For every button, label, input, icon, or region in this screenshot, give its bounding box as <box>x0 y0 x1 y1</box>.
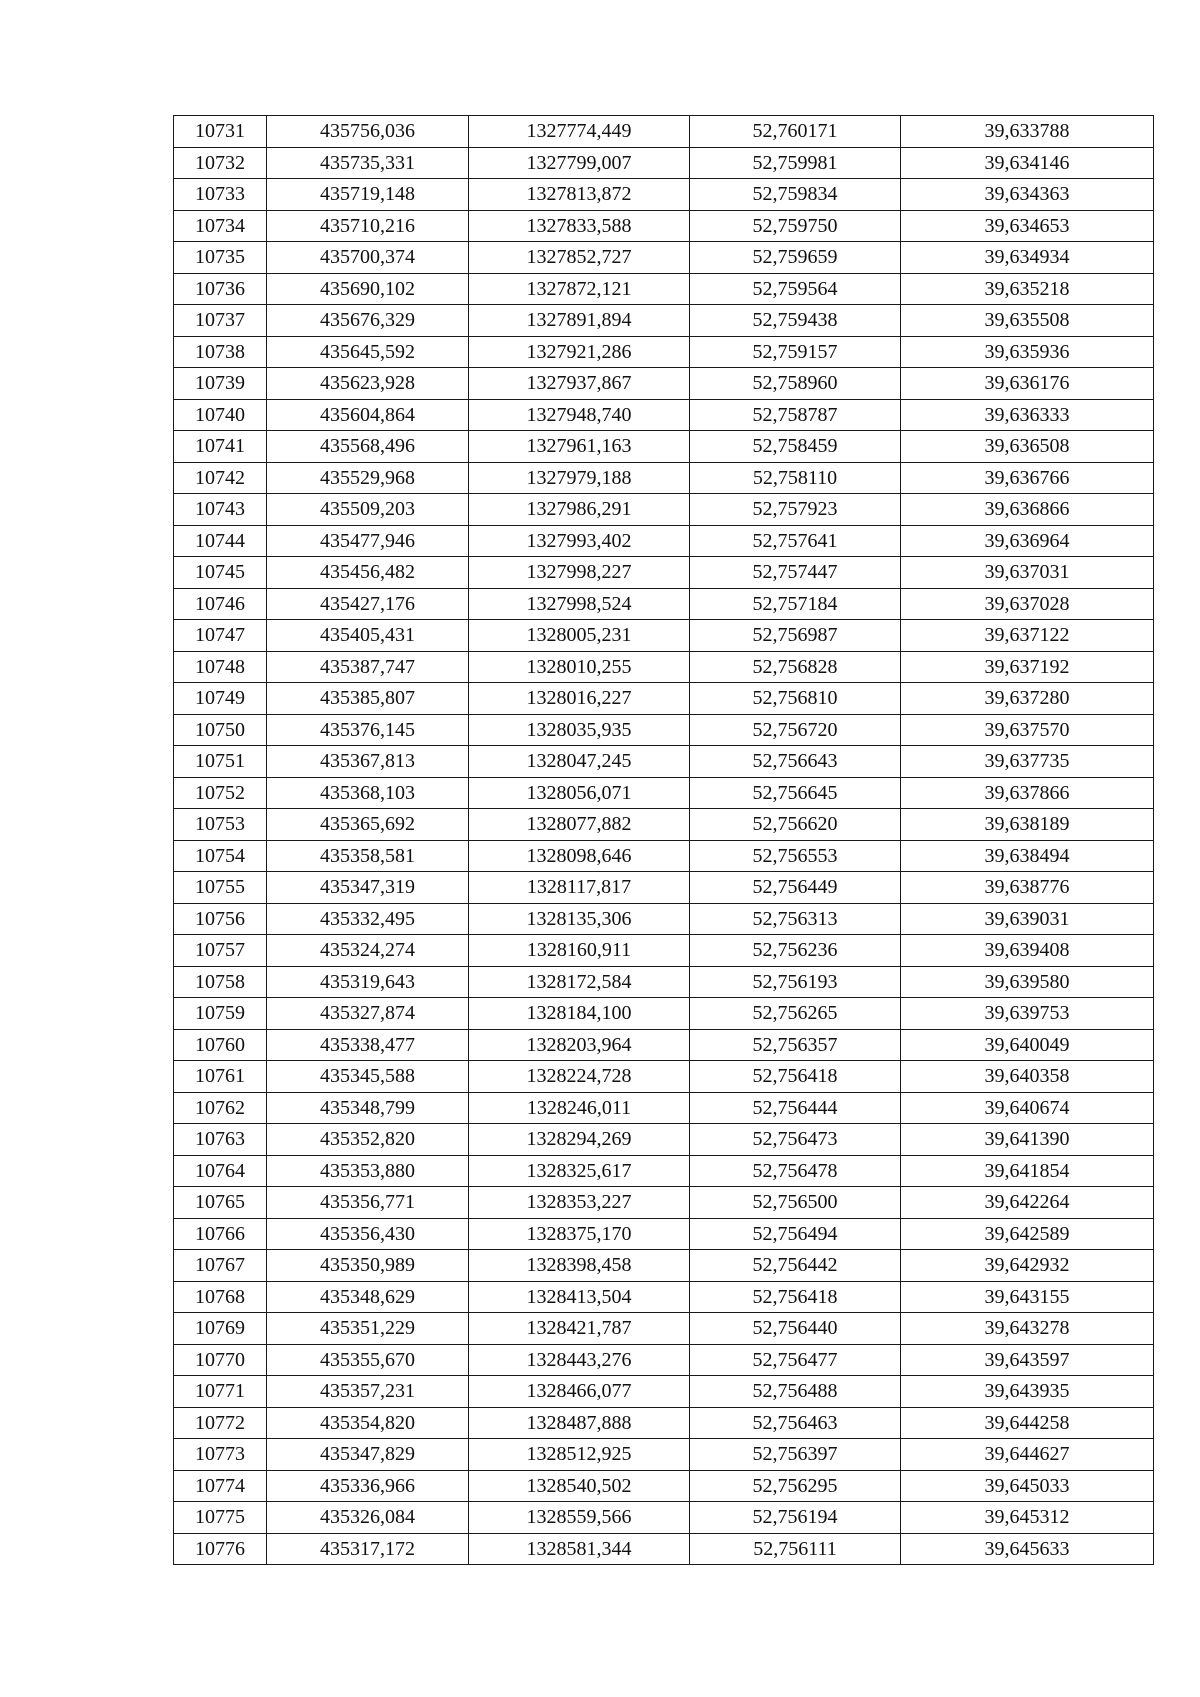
y-coordinate-cell: 1328160,911 <box>469 935 690 967</box>
y-coordinate-cell: 1328466,077 <box>469 1376 690 1408</box>
latitude-cell: 52,758110 <box>690 462 901 494</box>
point-number-cell: 10756 <box>174 903 267 935</box>
table-row <box>174 1029 1154 1061</box>
latitude-cell: 52,756194 <box>690 1502 901 1534</box>
longitude-cell: 39,637866 <box>901 777 1154 809</box>
y-coordinate-cell: 1327813,872 <box>469 179 690 211</box>
longitude-cell: 39,642264 <box>901 1187 1154 1219</box>
longitude-cell: 39,637031 <box>901 557 1154 589</box>
longitude-cell: 39,641390 <box>901 1124 1154 1156</box>
point-number-cell: 10733 <box>174 179 267 211</box>
table-row <box>174 305 1154 337</box>
point-number-cell: 10739 <box>174 368 267 400</box>
longitude-cell: 39,637122 <box>901 620 1154 652</box>
table-row <box>174 903 1154 935</box>
x-coordinate-cell: 435365,692 <box>267 809 469 841</box>
point-number-cell: 10752 <box>174 777 267 809</box>
table-row <box>174 431 1154 463</box>
x-coordinate-cell: 435405,431 <box>267 620 469 652</box>
y-coordinate-cell: 1327961,163 <box>469 431 690 463</box>
y-coordinate-cell: 1327937,867 <box>469 368 690 400</box>
x-coordinate-cell: 435735,331 <box>267 147 469 179</box>
point-number-cell: 10745 <box>174 557 267 589</box>
table-row <box>174 777 1154 809</box>
point-number-cell: 10743 <box>174 494 267 526</box>
latitude-cell: 52,756987 <box>690 620 901 652</box>
table-row <box>174 210 1154 242</box>
table-row <box>174 1092 1154 1124</box>
longitude-cell: 39,643935 <box>901 1376 1154 1408</box>
longitude-cell: 39,645633 <box>901 1533 1154 1565</box>
latitude-cell: 52,756265 <box>690 998 901 1030</box>
y-coordinate-cell: 1328246,011 <box>469 1092 690 1124</box>
x-coordinate-cell: 435368,103 <box>267 777 469 809</box>
latitude-cell: 52,756111 <box>690 1533 901 1565</box>
longitude-cell: 39,635218 <box>901 273 1154 305</box>
x-coordinate-cell: 435356,430 <box>267 1218 469 1250</box>
point-number-cell: 10775 <box>174 1502 267 1534</box>
y-coordinate-cell: 1328413,504 <box>469 1281 690 1313</box>
latitude-cell: 52,756313 <box>690 903 901 935</box>
latitude-cell: 52,756236 <box>690 935 901 967</box>
y-coordinate-cell: 1328010,255 <box>469 651 690 683</box>
x-coordinate-cell: 435317,172 <box>267 1533 469 1565</box>
point-number-cell: 10770 <box>174 1344 267 1376</box>
table-row <box>174 683 1154 715</box>
table-row <box>174 935 1154 967</box>
y-coordinate-cell: 1328540,502 <box>469 1470 690 1502</box>
latitude-cell: 52,760171 <box>690 116 901 148</box>
longitude-cell: 39,640049 <box>901 1029 1154 1061</box>
table-row <box>174 179 1154 211</box>
x-coordinate-cell: 435326,084 <box>267 1502 469 1534</box>
point-number-cell: 10755 <box>174 872 267 904</box>
table-row <box>174 494 1154 526</box>
y-coordinate-cell: 1327948,740 <box>469 399 690 431</box>
x-coordinate-cell: 435719,148 <box>267 179 469 211</box>
latitude-cell: 52,756828 <box>690 651 901 683</box>
point-number-cell: 10734 <box>174 210 267 242</box>
longitude-cell: 39,633788 <box>901 116 1154 148</box>
x-coordinate-cell: 435357,231 <box>267 1376 469 1408</box>
point-number-cell: 10768 <box>174 1281 267 1313</box>
latitude-cell: 52,756418 <box>690 1061 901 1093</box>
y-coordinate-cell: 1328325,617 <box>469 1155 690 1187</box>
x-coordinate-cell: 435676,329 <box>267 305 469 337</box>
y-coordinate-cell: 1328487,888 <box>469 1407 690 1439</box>
y-coordinate-cell: 1327921,286 <box>469 336 690 368</box>
x-coordinate-cell: 435338,477 <box>267 1029 469 1061</box>
coordinates-table-body <box>174 116 1154 1565</box>
table-row <box>174 1187 1154 1219</box>
latitude-cell: 52,756463 <box>690 1407 901 1439</box>
point-number-cell: 10758 <box>174 966 267 998</box>
y-coordinate-cell: 1327993,402 <box>469 525 690 557</box>
point-number-cell: 10738 <box>174 336 267 368</box>
longitude-cell: 39,635508 <box>901 305 1154 337</box>
latitude-cell: 52,756488 <box>690 1376 901 1408</box>
y-coordinate-cell: 1328184,100 <box>469 998 690 1030</box>
latitude-cell: 52,757641 <box>690 525 901 557</box>
latitude-cell: 52,757923 <box>690 494 901 526</box>
point-number-cell: 10772 <box>174 1407 267 1439</box>
y-coordinate-cell: 1327891,894 <box>469 305 690 337</box>
point-number-cell: 10761 <box>174 1061 267 1093</box>
latitude-cell: 52,756478 <box>690 1155 901 1187</box>
latitude-cell: 52,756810 <box>690 683 901 715</box>
longitude-cell: 39,638776 <box>901 872 1154 904</box>
table-row <box>174 588 1154 620</box>
y-coordinate-cell: 1327799,007 <box>469 147 690 179</box>
longitude-cell: 39,640358 <box>901 1061 1154 1093</box>
longitude-cell: 39,636766 <box>901 462 1154 494</box>
table-row <box>174 872 1154 904</box>
x-coordinate-cell: 435690,102 <box>267 273 469 305</box>
point-number-cell: 10737 <box>174 305 267 337</box>
latitude-cell: 52,759750 <box>690 210 901 242</box>
longitude-cell: 39,635936 <box>901 336 1154 368</box>
latitude-cell: 52,756193 <box>690 966 901 998</box>
table-row <box>174 1439 1154 1471</box>
y-coordinate-cell: 1328056,071 <box>469 777 690 809</box>
latitude-cell: 52,758459 <box>690 431 901 463</box>
x-coordinate-cell: 435456,482 <box>267 557 469 589</box>
x-coordinate-cell: 435324,274 <box>267 935 469 967</box>
y-coordinate-cell: 1327998,524 <box>469 588 690 620</box>
table-row <box>174 1344 1154 1376</box>
longitude-cell: 39,637192 <box>901 651 1154 683</box>
latitude-cell: 52,756477 <box>690 1344 901 1376</box>
table-row <box>174 966 1154 998</box>
point-number-cell: 10735 <box>174 242 267 274</box>
y-coordinate-cell: 1328398,458 <box>469 1250 690 1282</box>
point-number-cell: 10731 <box>174 116 267 148</box>
point-number-cell: 10754 <box>174 840 267 872</box>
longitude-cell: 39,642589 <box>901 1218 1154 1250</box>
x-coordinate-cell: 435427,176 <box>267 588 469 620</box>
table-row <box>174 1124 1154 1156</box>
x-coordinate-cell: 435367,813 <box>267 746 469 778</box>
longitude-cell: 39,639031 <box>901 903 1154 935</box>
latitude-cell: 52,758960 <box>690 368 901 400</box>
y-coordinate-cell: 1328559,566 <box>469 1502 690 1534</box>
x-coordinate-cell: 435354,820 <box>267 1407 469 1439</box>
x-coordinate-cell: 435352,820 <box>267 1124 469 1156</box>
x-coordinate-cell: 435387,747 <box>267 651 469 683</box>
table-row <box>174 1376 1154 1408</box>
point-number-cell: 10742 <box>174 462 267 494</box>
table-row <box>174 462 1154 494</box>
latitude-cell: 52,756494 <box>690 1218 901 1250</box>
table-row <box>174 1281 1154 1313</box>
table-row <box>174 651 1154 683</box>
longitude-cell: 39,636964 <box>901 525 1154 557</box>
x-coordinate-cell: 435604,864 <box>267 399 469 431</box>
point-number-cell: 10776 <box>174 1533 267 1565</box>
table-row <box>174 1533 1154 1565</box>
table-row <box>174 525 1154 557</box>
longitude-cell: 39,634146 <box>901 147 1154 179</box>
point-number-cell: 10767 <box>174 1250 267 1282</box>
latitude-cell: 52,759834 <box>690 179 901 211</box>
longitude-cell: 39,639580 <box>901 966 1154 998</box>
point-number-cell: 10746 <box>174 588 267 620</box>
table-row <box>174 242 1154 274</box>
y-coordinate-cell: 1328203,964 <box>469 1029 690 1061</box>
point-number-cell: 10741 <box>174 431 267 463</box>
table-row <box>174 746 1154 778</box>
point-number-cell: 10762 <box>174 1092 267 1124</box>
longitude-cell: 39,639753 <box>901 998 1154 1030</box>
latitude-cell: 52,756357 <box>690 1029 901 1061</box>
latitude-cell: 52,756440 <box>690 1313 901 1345</box>
x-coordinate-cell: 435645,592 <box>267 336 469 368</box>
table-row <box>174 273 1154 305</box>
longitude-cell: 39,636333 <box>901 399 1154 431</box>
latitude-cell: 52,757184 <box>690 588 901 620</box>
y-coordinate-cell: 1328098,646 <box>469 840 690 872</box>
point-number-cell: 10757 <box>174 935 267 967</box>
longitude-cell: 39,645312 <box>901 1502 1154 1534</box>
point-number-cell: 10759 <box>174 998 267 1030</box>
table-row <box>174 336 1154 368</box>
point-number-cell: 10753 <box>174 809 267 841</box>
latitude-cell: 52,756449 <box>690 872 901 904</box>
latitude-cell: 52,756643 <box>690 746 901 778</box>
y-coordinate-cell: 1328117,817 <box>469 872 690 904</box>
coordinates-table <box>173 115 1154 1565</box>
longitude-cell: 39,636866 <box>901 494 1154 526</box>
longitude-cell: 39,634363 <box>901 179 1154 211</box>
y-coordinate-cell: 1328224,728 <box>469 1061 690 1093</box>
y-coordinate-cell: 1327852,727 <box>469 242 690 274</box>
y-coordinate-cell: 1327774,449 <box>469 116 690 148</box>
y-coordinate-cell: 1327979,188 <box>469 462 690 494</box>
longitude-cell: 39,637570 <box>901 714 1154 746</box>
x-coordinate-cell: 435332,495 <box>267 903 469 935</box>
table-row <box>174 557 1154 589</box>
point-number-cell: 10744 <box>174 525 267 557</box>
y-coordinate-cell: 1328353,227 <box>469 1187 690 1219</box>
y-coordinate-cell: 1328016,227 <box>469 683 690 715</box>
y-coordinate-cell: 1328047,245 <box>469 746 690 778</box>
x-coordinate-cell: 435351,229 <box>267 1313 469 1345</box>
longitude-cell: 39,643597 <box>901 1344 1154 1376</box>
table-row <box>174 147 1154 179</box>
table-row <box>174 116 1154 148</box>
table-row <box>174 840 1154 872</box>
table-row <box>174 368 1154 400</box>
x-coordinate-cell: 435355,670 <box>267 1344 469 1376</box>
latitude-cell: 52,756444 <box>690 1092 901 1124</box>
x-coordinate-cell: 435348,629 <box>267 1281 469 1313</box>
longitude-cell: 39,638189 <box>901 809 1154 841</box>
latitude-cell: 52,756620 <box>690 809 901 841</box>
y-coordinate-cell: 1328135,306 <box>469 903 690 935</box>
point-number-cell: 10749 <box>174 683 267 715</box>
x-coordinate-cell: 435700,374 <box>267 242 469 274</box>
latitude-cell: 52,756720 <box>690 714 901 746</box>
x-coordinate-cell: 435356,771 <box>267 1187 469 1219</box>
point-number-cell: 10774 <box>174 1470 267 1502</box>
x-coordinate-cell: 435477,946 <box>267 525 469 557</box>
point-number-cell: 10764 <box>174 1155 267 1187</box>
x-coordinate-cell: 435347,829 <box>267 1439 469 1471</box>
y-coordinate-cell: 1327998,227 <box>469 557 690 589</box>
longitude-cell: 39,637280 <box>901 683 1154 715</box>
longitude-cell: 39,643278 <box>901 1313 1154 1345</box>
table-row <box>174 1470 1154 1502</box>
y-coordinate-cell: 1328035,935 <box>469 714 690 746</box>
longitude-cell: 39,644258 <box>901 1407 1154 1439</box>
x-coordinate-cell: 435358,581 <box>267 840 469 872</box>
longitude-cell: 39,640674 <box>901 1092 1154 1124</box>
x-coordinate-cell: 435348,799 <box>267 1092 469 1124</box>
table-row <box>174 1250 1154 1282</box>
latitude-cell: 52,759564 <box>690 273 901 305</box>
longitude-cell: 39,634934 <box>901 242 1154 274</box>
x-coordinate-cell: 435568,496 <box>267 431 469 463</box>
table-row <box>174 1502 1154 1534</box>
y-coordinate-cell: 1328375,170 <box>469 1218 690 1250</box>
latitude-cell: 52,756500 <box>690 1187 901 1219</box>
point-number-cell: 10760 <box>174 1029 267 1061</box>
point-number-cell: 10766 <box>174 1218 267 1250</box>
table-row <box>174 1407 1154 1439</box>
x-coordinate-cell: 435350,989 <box>267 1250 469 1282</box>
y-coordinate-cell: 1328005,231 <box>469 620 690 652</box>
longitude-cell: 39,644627 <box>901 1439 1154 1471</box>
point-number-cell: 10747 <box>174 620 267 652</box>
latitude-cell: 52,756418 <box>690 1281 901 1313</box>
point-number-cell: 10769 <box>174 1313 267 1345</box>
longitude-cell: 39,637735 <box>901 746 1154 778</box>
point-number-cell: 10750 <box>174 714 267 746</box>
longitude-cell: 39,638494 <box>901 840 1154 872</box>
latitude-cell: 52,756645 <box>690 777 901 809</box>
longitude-cell: 39,639408 <box>901 935 1154 967</box>
latitude-cell: 52,759157 <box>690 336 901 368</box>
latitude-cell: 52,759659 <box>690 242 901 274</box>
point-number-cell: 10763 <box>174 1124 267 1156</box>
latitude-cell: 52,758787 <box>690 399 901 431</box>
x-coordinate-cell: 435347,319 <box>267 872 469 904</box>
longitude-cell: 39,636508 <box>901 431 1154 463</box>
latitude-cell: 52,757447 <box>690 557 901 589</box>
x-coordinate-cell: 435623,928 <box>267 368 469 400</box>
latitude-cell: 52,756553 <box>690 840 901 872</box>
x-coordinate-cell: 435336,966 <box>267 1470 469 1502</box>
point-number-cell: 10740 <box>174 399 267 431</box>
table-row <box>174 998 1154 1030</box>
longitude-cell: 39,641854 <box>901 1155 1154 1187</box>
point-number-cell: 10748 <box>174 651 267 683</box>
y-coordinate-cell: 1328077,882 <box>469 809 690 841</box>
x-coordinate-cell: 435385,807 <box>267 683 469 715</box>
x-coordinate-cell: 435345,588 <box>267 1061 469 1093</box>
longitude-cell: 39,643155 <box>901 1281 1154 1313</box>
y-coordinate-cell: 1328581,344 <box>469 1533 690 1565</box>
longitude-cell: 39,645033 <box>901 1470 1154 1502</box>
table-row <box>174 399 1154 431</box>
table-row <box>174 1218 1154 1250</box>
latitude-cell: 52,759438 <box>690 305 901 337</box>
point-number-cell: 10751 <box>174 746 267 778</box>
y-coordinate-cell: 1328172,584 <box>469 966 690 998</box>
table-row <box>174 1155 1154 1187</box>
x-coordinate-cell: 435756,036 <box>267 116 469 148</box>
y-coordinate-cell: 1328294,269 <box>469 1124 690 1156</box>
y-coordinate-cell: 1328421,787 <box>469 1313 690 1345</box>
table-row <box>174 1061 1154 1093</box>
x-coordinate-cell: 435710,216 <box>267 210 469 242</box>
table-row <box>174 620 1154 652</box>
longitude-cell: 39,634653 <box>901 210 1154 242</box>
x-coordinate-cell: 435509,203 <box>267 494 469 526</box>
longitude-cell: 39,637028 <box>901 588 1154 620</box>
latitude-cell: 52,756442 <box>690 1250 901 1282</box>
latitude-cell: 52,756397 <box>690 1439 901 1471</box>
x-coordinate-cell: 435319,643 <box>267 966 469 998</box>
y-coordinate-cell: 1328512,925 <box>469 1439 690 1471</box>
point-number-cell: 10765 <box>174 1187 267 1219</box>
table-row <box>174 1313 1154 1345</box>
longitude-cell: 39,636176 <box>901 368 1154 400</box>
table-row <box>174 714 1154 746</box>
x-coordinate-cell: 435353,880 <box>267 1155 469 1187</box>
y-coordinate-cell: 1327986,291 <box>469 494 690 526</box>
point-number-cell: 10771 <box>174 1376 267 1408</box>
y-coordinate-cell: 1327872,121 <box>469 273 690 305</box>
x-coordinate-cell: 435327,874 <box>267 998 469 1030</box>
y-coordinate-cell: 1327833,588 <box>469 210 690 242</box>
x-coordinate-cell: 435376,145 <box>267 714 469 746</box>
point-number-cell: 10732 <box>174 147 267 179</box>
y-coordinate-cell: 1328443,276 <box>469 1344 690 1376</box>
x-coordinate-cell: 435529,968 <box>267 462 469 494</box>
latitude-cell: 52,759981 <box>690 147 901 179</box>
point-number-cell: 10736 <box>174 273 267 305</box>
longitude-cell: 39,642932 <box>901 1250 1154 1282</box>
point-number-cell: 10773 <box>174 1439 267 1471</box>
table-row <box>174 809 1154 841</box>
latitude-cell: 52,756473 <box>690 1124 901 1156</box>
latitude-cell: 52,756295 <box>690 1470 901 1502</box>
